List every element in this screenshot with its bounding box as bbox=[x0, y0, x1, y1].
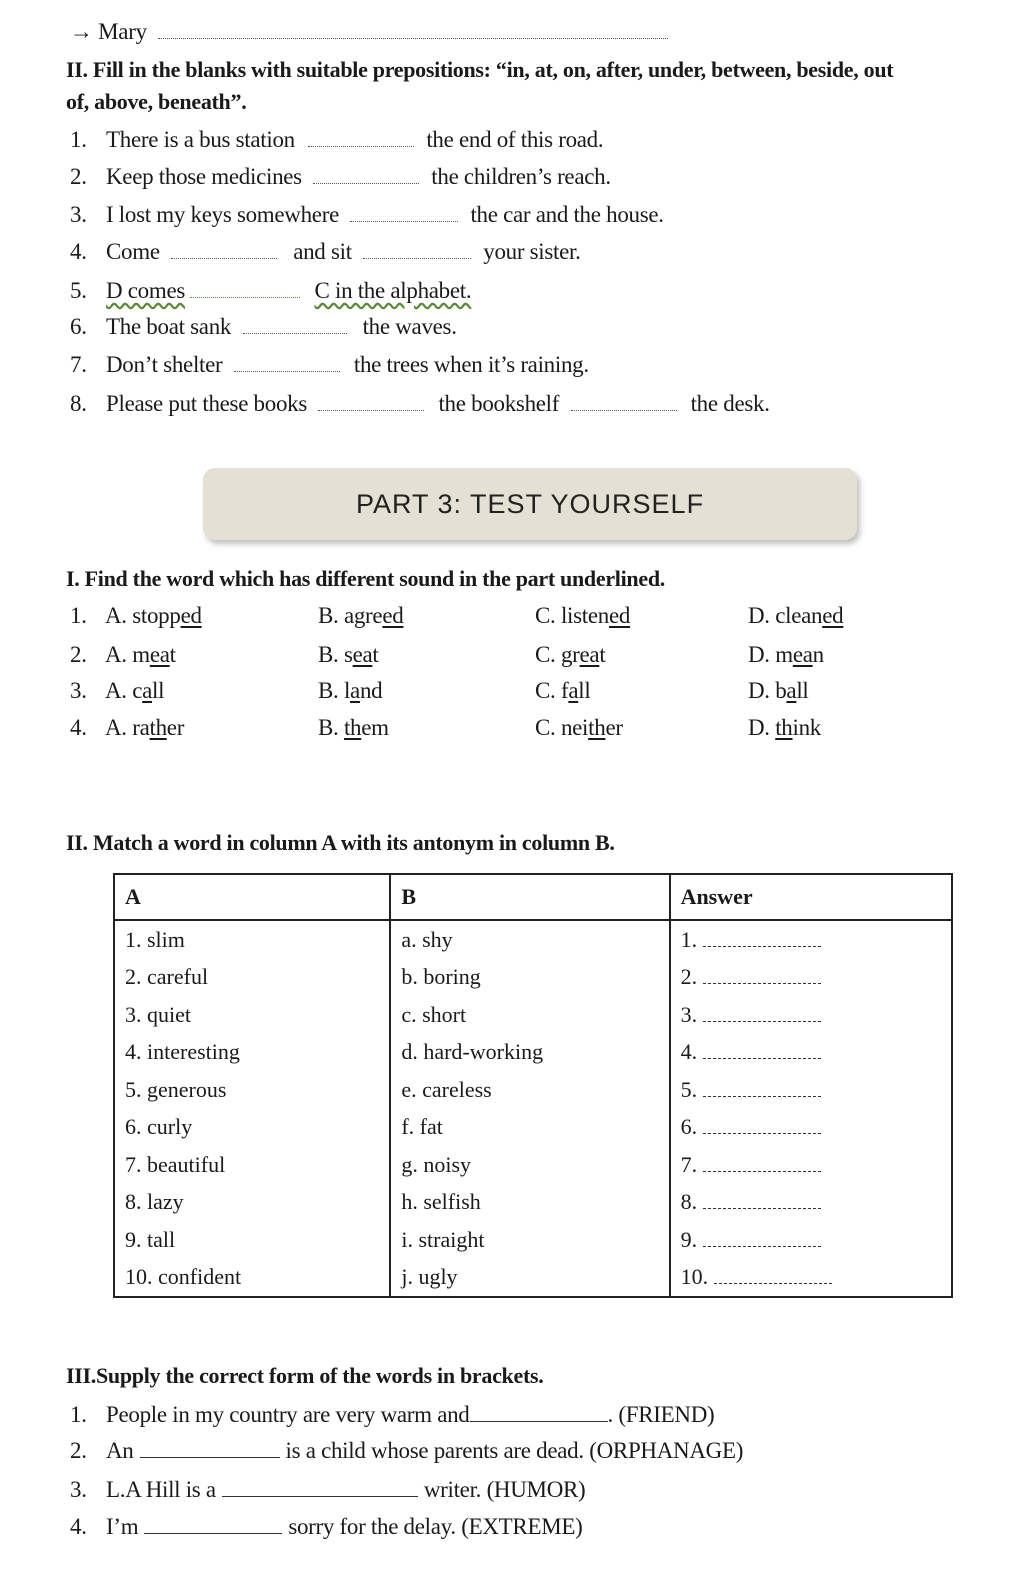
answer-blank[interactable] bbox=[222, 1478, 418, 1497]
item-number: 2. bbox=[70, 164, 87, 189]
option-d[interactable]: D. think bbox=[748, 715, 822, 740]
option-d[interactable]: D. ball bbox=[748, 678, 809, 703]
answer-blank[interactable] bbox=[470, 1403, 608, 1422]
answer-blank[interactable] bbox=[190, 279, 300, 298]
option-b[interactable]: B. them bbox=[318, 715, 389, 740]
item-text: your sister. bbox=[483, 239, 581, 264]
item-text: the car and the house. bbox=[470, 202, 664, 227]
table-row: 3. quiet c. short 3. bbox=[114, 996, 952, 1034]
item-text: There is a bus station bbox=[106, 127, 295, 152]
table-row: 10. confident j. ugly 10. bbox=[114, 1259, 952, 1298]
antonym-table bbox=[113, 873, 953, 1298]
item-text: sorry for the delay. (EXTREME) bbox=[288, 1514, 583, 1539]
answer-blank[interactable] bbox=[158, 20, 668, 39]
answer-blank[interactable] bbox=[703, 1117, 821, 1134]
item-number: 7. bbox=[70, 352, 87, 377]
option-a[interactable]: A. stopped bbox=[105, 603, 202, 628]
list-item bbox=[70, 714, 87, 742]
list-item bbox=[70, 1437, 743, 1465]
answer-blank[interactable] bbox=[714, 1267, 832, 1284]
answer-blank[interactable] bbox=[703, 1042, 821, 1059]
list-item bbox=[70, 1401, 714, 1429]
item-text: The boat sank bbox=[106, 314, 232, 339]
item-text: D comes bbox=[106, 278, 186, 303]
item-number: 3. bbox=[70, 1477, 87, 1502]
item-number: 2. bbox=[70, 1438, 87, 1463]
list-item bbox=[70, 238, 581, 266]
answer-blank[interactable] bbox=[703, 1080, 821, 1097]
item-number: 2. bbox=[70, 642, 87, 667]
answer-blank[interactable] bbox=[703, 1230, 821, 1247]
part-3-banner: PART 3: TEST YOURSELF bbox=[203, 468, 857, 540]
list-item bbox=[70, 201, 664, 229]
item-number: 3. bbox=[70, 678, 87, 703]
table-row: 1. slim a. shy 1. bbox=[114, 920, 952, 959]
table-row: 6. curly f. fat 6. bbox=[114, 1109, 952, 1147]
item-number: 5. bbox=[70, 278, 87, 303]
answer-blank[interactable] bbox=[318, 392, 424, 411]
answer-blank[interactable] bbox=[308, 128, 414, 147]
item-text: the children’s reach. bbox=[431, 164, 611, 189]
list-item bbox=[70, 351, 589, 379]
item-text: the trees when it’s raining. bbox=[353, 352, 589, 377]
answer-blank[interactable] bbox=[313, 165, 419, 184]
item-text: L.A Hill is a bbox=[106, 1477, 216, 1502]
option-b[interactable]: B. agreed bbox=[318, 603, 404, 628]
part-3-section-3-heading: III.Supply the correct form of the words in brackets. bbox=[66, 1363, 544, 1388]
list-item bbox=[70, 677, 87, 705]
item-number: 4. bbox=[70, 1514, 87, 1539]
answer-column-header: Answer bbox=[670, 874, 952, 920]
section-2-heading-line1: II. Fill in the blanks with suitable prepositions: “in, at, on, after, under, between, beside, out bbox=[66, 57, 894, 82]
answer-blank[interactable] bbox=[140, 1439, 280, 1458]
item-text: An bbox=[106, 1438, 134, 1463]
item-text: Please put these books bbox=[106, 391, 308, 416]
answer-blank[interactable] bbox=[703, 967, 821, 984]
answer-blank[interactable] bbox=[234, 353, 340, 372]
table-row: 7. beautiful g. noisy 7. bbox=[114, 1146, 952, 1184]
item-number: 6. bbox=[70, 314, 87, 339]
answer-blank[interactable] bbox=[703, 1005, 821, 1022]
answer-blank[interactable] bbox=[703, 1192, 821, 1209]
item-text: the bookshelf bbox=[438, 391, 560, 416]
item-number: 8. bbox=[70, 391, 87, 416]
list-item bbox=[70, 1476, 585, 1504]
answer-blank[interactable] bbox=[703, 930, 821, 947]
list-item bbox=[70, 163, 611, 191]
item-text: the waves. bbox=[362, 314, 457, 339]
item-text: Don’t shelter bbox=[106, 352, 223, 377]
list-item bbox=[70, 126, 603, 154]
answer-blank[interactable] bbox=[571, 392, 677, 411]
answer-blank[interactable] bbox=[243, 315, 347, 334]
item-text: is a child whose parents are dead. (ORPHANAGE) bbox=[285, 1438, 744, 1463]
item-number: 4. bbox=[70, 715, 87, 740]
answer-blank[interactable] bbox=[144, 1515, 282, 1534]
table-row: 5. generous e. careless 5. bbox=[114, 1071, 952, 1109]
name-line bbox=[70, 18, 668, 46]
item-text: People in my country are very warm and bbox=[106, 1402, 470, 1427]
list-item bbox=[70, 641, 87, 669]
item-number: 1. bbox=[70, 603, 87, 628]
column-a-header: A bbox=[114, 874, 390, 920]
list-item bbox=[70, 277, 471, 305]
option-d[interactable]: D. mean bbox=[748, 642, 824, 667]
list-item bbox=[70, 390, 770, 418]
item-text: writer. (HUMOR) bbox=[423, 1477, 586, 1502]
option-a[interactable]: A. call bbox=[105, 678, 165, 703]
item-text: Come bbox=[106, 239, 160, 264]
option-a[interactable]: A. rather bbox=[105, 715, 185, 740]
option-d[interactable]: D. cleaned bbox=[748, 603, 844, 628]
item-number: 4. bbox=[70, 239, 87, 264]
part-3-section-2-heading: II. Match a word in column A with its antonym in column B. bbox=[66, 830, 615, 855]
column-b-header: B bbox=[390, 874, 669, 920]
answer-blank[interactable] bbox=[363, 240, 471, 259]
list-item bbox=[70, 1513, 582, 1541]
table-row: 8. lazy h. selfish 8. bbox=[114, 1184, 952, 1222]
item-text: I lost my keys somewhere bbox=[106, 202, 339, 227]
answer-blank[interactable] bbox=[350, 203, 458, 222]
item-text: I’m bbox=[106, 1514, 139, 1539]
option-a[interactable]: A. meat bbox=[105, 642, 176, 667]
item-text: . (FRIEND) bbox=[607, 1402, 715, 1427]
item-text: the desk. bbox=[690, 391, 770, 416]
option-c[interactable]: C. great bbox=[535, 642, 606, 667]
table-row: 2. careful b. boring 2. bbox=[114, 959, 952, 997]
option-b[interactable]: B. seat bbox=[318, 642, 379, 667]
arrow-icon: → bbox=[70, 19, 93, 44]
part-3-section-1-heading: I. Find the word which has different sound in the part underlined. bbox=[66, 566, 665, 591]
option-c[interactable]: C. fall bbox=[535, 678, 591, 703]
option-c[interactable]: C. listened bbox=[535, 603, 631, 628]
option-c[interactable]: C. neither bbox=[535, 715, 623, 740]
answer-blank[interactable] bbox=[171, 240, 277, 259]
list-item bbox=[70, 313, 457, 341]
option-b[interactable]: B. land bbox=[318, 678, 383, 703]
item-text: the end of this road. bbox=[426, 127, 604, 152]
list-item bbox=[70, 602, 87, 630]
item-text: Keep those medicines bbox=[106, 164, 302, 189]
table-row: 9. tall i. straight 9. bbox=[114, 1221, 952, 1259]
section-2-heading-line2: of, above, beneath”. bbox=[66, 89, 247, 114]
table-row: 4. interesting d. hard-working 4. bbox=[114, 1034, 952, 1072]
item-number: 3. bbox=[70, 202, 87, 227]
item-number: 1. bbox=[70, 1402, 87, 1427]
item-number: 1. bbox=[70, 127, 87, 152]
item-text: C in the alphabet. bbox=[314, 278, 472, 303]
name-label: Mary bbox=[98, 19, 147, 44]
item-text: and sit bbox=[293, 239, 352, 264]
answer-blank[interactable] bbox=[703, 1155, 821, 1172]
